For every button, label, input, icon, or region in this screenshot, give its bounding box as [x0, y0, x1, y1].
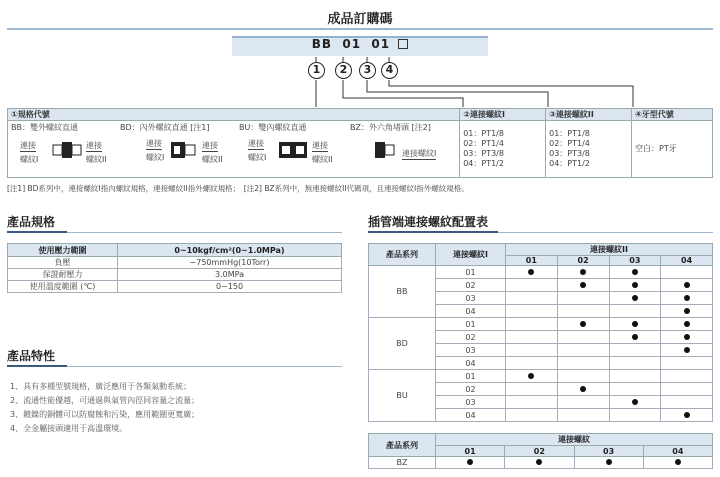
availability-dot — [684, 282, 690, 288]
config-thread1-code: 02 — [436, 383, 506, 396]
tooth-option: 空白：PT牙 — [635, 144, 677, 153]
config-mark-cell — [506, 383, 558, 396]
config-mark-cell — [557, 357, 609, 370]
config-mark-cell — [506, 318, 558, 331]
config-mark-cell — [661, 396, 713, 409]
bu-label-c: 連接 — [312, 141, 328, 150]
config-mark-cell — [506, 292, 558, 305]
bz-table — [368, 433, 713, 469]
config-mark-cell — [506, 266, 558, 279]
config-series-cell: BD — [369, 318, 436, 370]
bd-label-b: 螺紋I — [146, 153, 165, 162]
feature-item: 1、具有多種型號規格，廣泛應用于各類氣動系統； — [10, 382, 192, 391]
series-bb-figure — [18, 139, 118, 175]
config-mark-cell — [557, 279, 609, 292]
spec-table — [7, 108, 713, 178]
availability-dot — [528, 269, 534, 275]
code-part-series: BB — [311, 37, 332, 51]
config-mark-cell — [661, 357, 713, 370]
feature-item: 3、鍍鎳的銅體可以防腐蝕和污染，應用範圍更寬廣； — [10, 410, 200, 419]
series-bd-figure — [126, 139, 236, 175]
config-table-title: 插管端連接螺紋配置表 — [368, 215, 489, 229]
circle-2: 2 — [335, 62, 352, 79]
tooth-cell — [632, 121, 713, 178]
spec-header-thread1: ②連接螺紋I — [460, 109, 546, 121]
feature-item: 2、流通性能優越，可通過與氣管內徑同容量之流量； — [10, 396, 200, 405]
thread2-cell — [546, 121, 632, 178]
config-thread1-code: 03 — [436, 396, 506, 409]
config-mark-cell — [609, 318, 661, 331]
product-features-rule — [7, 365, 67, 367]
availability-dot — [467, 459, 473, 465]
code-part-thread1: 01 — [342, 37, 362, 51]
config-mark-cell — [661, 331, 713, 344]
bb-label-d: 螺紋II — [86, 155, 107, 164]
config-row — [369, 318, 713, 331]
config-thread1-code: 02 — [436, 279, 506, 292]
config-thread1-code: 04 — [436, 305, 506, 318]
config-table-rule — [368, 231, 498, 233]
series-bd-desc: BD：內外螺紋直通 [注1] — [120, 123, 210, 132]
config-mark-cell — [506, 331, 558, 344]
config-mark-cell — [661, 344, 713, 357]
config-mark-cell — [557, 383, 609, 396]
code-connector-lines — [0, 0, 720, 120]
availability-dot — [684, 412, 690, 418]
feature-item: 4、全金屬接頭適用于高溫環境。 — [10, 424, 128, 433]
availability-dot — [684, 334, 690, 340]
config-thread1-code: 02 — [436, 331, 506, 344]
config-mark-cell — [609, 370, 661, 383]
config-mark-cell — [661, 370, 713, 383]
thread1-opt-01: 01：PT1/8 — [463, 129, 504, 138]
availability-dot — [632, 399, 638, 405]
config-mark-cell — [609, 292, 661, 305]
series-bb-desc: BB：雙外螺紋直通 — [11, 123, 78, 132]
series-bz-figure — [368, 139, 458, 175]
config-mark-cell — [506, 370, 558, 383]
config-thread1-code: 03 — [436, 292, 506, 305]
thread1-opt-03: 03：PT3/8 — [463, 149, 504, 158]
availability-dot — [580, 269, 586, 275]
availability-dot — [632, 295, 638, 301]
code-part-thread2: 01 — [371, 37, 391, 51]
spec-row-label: 保證耐壓力 — [8, 269, 118, 281]
config-mark-cell — [557, 331, 609, 344]
config-thread1-code: 03 — [436, 344, 506, 357]
bu-fitting-icon — [278, 141, 308, 159]
config-thread1-code: 04 — [436, 357, 506, 370]
circle-3: 3 — [359, 62, 376, 79]
config-mark-cell — [609, 279, 661, 292]
product-spec-rule-thin — [67, 232, 342, 233]
circle-4: 4 — [381, 62, 398, 79]
config-mark-cell — [609, 305, 661, 318]
config-col-thread2-04: 04 — [661, 256, 713, 266]
config-table — [368, 243, 713, 422]
config-mark-cell — [557, 409, 609, 422]
config-mark-cell — [661, 279, 713, 292]
config-mark-cell — [506, 409, 558, 422]
bd-label-c: 連接 — [202, 141, 218, 150]
config-col-thread1: 連接螺紋I — [436, 244, 506, 266]
config-mark-cell — [506, 357, 558, 370]
config-col-thread2-03: 03 — [609, 256, 661, 266]
bz-col-03: 03 — [574, 446, 643, 457]
availability-dot — [684, 295, 690, 301]
config-col-series: 產品系列 — [369, 244, 436, 266]
spec-header-series: ①規格代號 — [8, 109, 460, 121]
spec-row-value: 0~150 — [118, 281, 342, 293]
bu-label-a: 連接 — [248, 139, 264, 148]
thread2-opt-01: 01：PT1/8 — [549, 129, 590, 138]
thread1-opt-04: 04：PT1/2 — [463, 159, 504, 168]
availability-dot — [536, 459, 542, 465]
spec-row-value: −750mmHg(10Torr) — [118, 257, 342, 269]
product-features-rule-thin — [67, 366, 342, 367]
config-row — [369, 266, 713, 279]
config-mark-cell — [661, 318, 713, 331]
product-features-title: 產品特性 — [7, 349, 56, 363]
availability-dot — [632, 321, 638, 327]
spec-row-label: 使用溫度範圍 (℃) — [8, 281, 118, 293]
config-col-thread2-02: 02 — [557, 256, 609, 266]
bb-fitting-icon — [52, 141, 82, 159]
spec-header-tooth: ④牙型代號 — [632, 109, 713, 121]
availability-dot — [580, 321, 586, 327]
config-mark-cell — [609, 266, 661, 279]
config-series-cell: BB — [369, 266, 436, 318]
availability-dot — [580, 282, 586, 288]
bz-col-04: 04 — [643, 446, 712, 457]
spec-header-thread2: ③連接螺紋II — [546, 109, 632, 121]
thread2-opt-04: 04：PT1/2 — [549, 159, 590, 168]
page-title: 成品訂購碼 — [327, 12, 393, 27]
config-thread1-code: 01 — [436, 318, 506, 331]
bd-fitting-icon — [170, 141, 198, 159]
availability-dot — [632, 269, 638, 275]
series-bu-desc: BU：雙內螺紋直通 — [239, 123, 307, 132]
config-mark-cell — [609, 344, 661, 357]
bz-col-thread: 連接螺紋 — [436, 434, 713, 446]
config-thread1-code: 04 — [436, 409, 506, 422]
config-mark-cell — [557, 344, 609, 357]
config-mark-cell — [609, 396, 661, 409]
config-col-thread2-01: 01 — [506, 256, 558, 266]
spec-pressure-label: 使用壓力範圍 — [8, 244, 118, 257]
config-mark-cell — [609, 383, 661, 396]
config-mark-cell — [557, 396, 609, 409]
availability-dot — [632, 334, 638, 340]
bz-col-series: 產品系列 — [369, 434, 436, 457]
config-mark-cell — [557, 370, 609, 383]
bd-label-d: 螺紋II — [202, 155, 223, 164]
thread1-opt-02: 02：PT1/4 — [463, 139, 504, 148]
availability-dot — [580, 386, 586, 392]
config-mark-cell — [557, 292, 609, 305]
spec-pressure-value: 0~10kgf/cm²(0~1.0MPa) — [118, 244, 342, 257]
thread2-opt-03: 03：PT3/8 — [549, 149, 590, 158]
circle-1: 1 — [308, 62, 325, 79]
series-bz-desc: BZ：外六角堵頭 [注2] — [350, 123, 431, 132]
bb-label-c: 連接 — [86, 141, 102, 150]
config-mark-cell — [609, 357, 661, 370]
config-mark-cell — [609, 331, 661, 344]
config-thread1-code: 01 — [436, 266, 506, 279]
bz-col-01: 01 — [436, 446, 505, 457]
config-col-thread2: 連接螺紋II — [506, 244, 713, 256]
availability-dot — [675, 459, 681, 465]
availability-dot — [684, 308, 690, 314]
config-series-cell: BU — [369, 370, 436, 422]
bd-label-a: 連接 — [146, 139, 162, 148]
availability-dot — [684, 347, 690, 353]
bu-label-b: 螺紋I — [248, 153, 267, 162]
config-mark-cell — [557, 318, 609, 331]
config-mark-cell — [661, 292, 713, 305]
config-mark-cell — [506, 344, 558, 357]
product-spec-title: 產品規格 — [7, 215, 56, 229]
bu-label-d: 螺紋II — [312, 155, 333, 164]
features-list — [10, 380, 199, 436]
bb-label-b: 螺紋I — [20, 155, 39, 164]
thread1-cell — [460, 121, 546, 178]
availability-dot — [684, 321, 690, 327]
bz-label-a: 連接螺紋I — [402, 149, 437, 158]
config-row — [369, 370, 713, 383]
config-mark-cell — [609, 409, 661, 422]
config-mark-cell — [557, 266, 609, 279]
config-table-rule-thin — [498, 232, 713, 233]
bz-mark-cell — [574, 457, 643, 469]
series-bu-figure — [246, 139, 346, 175]
bz-mark-cell — [643, 457, 712, 469]
product-spec-rule — [7, 231, 67, 233]
config-mark-cell — [506, 305, 558, 318]
bz-mark-cell — [505, 457, 574, 469]
product-spec-table — [7, 243, 342, 293]
availability-dot — [528, 373, 534, 379]
thread2-opt-02: 02：PT1/4 — [549, 139, 590, 148]
config-mark-cell — [557, 305, 609, 318]
availability-dot — [632, 282, 638, 288]
config-mark-cell — [661, 409, 713, 422]
spec-row-label: 負壓 — [8, 257, 118, 269]
config-thread1-code: 01 — [436, 370, 506, 383]
bz-mark-cell — [436, 457, 505, 469]
config-mark-cell — [661, 266, 713, 279]
bz-col-02: 02 — [505, 446, 574, 457]
bz-plug-icon — [374, 141, 396, 159]
bb-label-a: 連接 — [20, 141, 36, 150]
spec-note: [注1] BD系列中，連接螺紋I指內螺紋規格，連接螺紋II指外螺紋規格； [注2] BZ系列中，無連接螺紋II代碼項，且連接螺紋I指外螺紋規格。 — [7, 184, 469, 193]
availability-dot — [606, 459, 612, 465]
spec-row-value: 3.0MPa — [118, 269, 342, 281]
config-mark-cell — [506, 396, 558, 409]
config-mark-cell — [661, 305, 713, 318]
series-cell — [8, 121, 460, 178]
config-mark-cell — [506, 279, 558, 292]
config-mark-cell — [661, 383, 713, 396]
bz-series: BZ — [369, 457, 436, 469]
